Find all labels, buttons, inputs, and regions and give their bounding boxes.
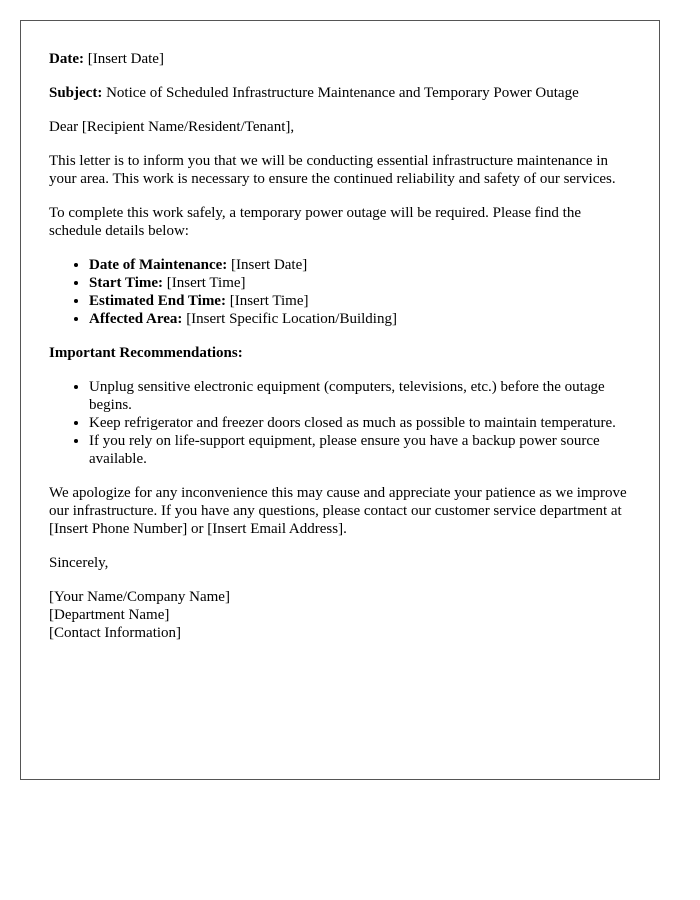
schedule-item-start-time [89, 274, 631, 292]
date-label: Date: [49, 51, 84, 67]
schedule-intro: To complete this work safely, a temporary power outage will be required. Please find the schedule details below: [49, 205, 581, 239]
subject-label: Subject: [49, 85, 103, 101]
salutation: Dear [Recipient Name/Resident/Tenant], [49, 119, 295, 135]
schedule-item-value: [Insert Time] [166, 275, 246, 291]
recommendation-item: • If you rely on life-support equipment, please ensure you have a backup power source available. [89, 432, 631, 468]
intro-paragraph: This letter is to inform you that we will be conducting essential infrastructure maintenance in your area. This work is necessary to ensure the continued reliability and safety of our services. [49, 153, 616, 187]
recommendation-item: • Unplug sensitive electronic equipment (computers, televisions, etc.) before the outage begins. [89, 378, 631, 414]
schedule-item-label: Affected Area: [89, 311, 183, 327]
schedule-item-end-time [89, 292, 631, 310]
date-value: [Insert Date] [87, 51, 164, 67]
closing-paragraph: We apologize for any inconvenience this may cause and appreciate your patience as we improve our infrastructure. If you have any questions, please contact our customer service department at [Insert Phone Number] or [Insert Email Address]. [49, 485, 627, 537]
schedule-item-label: Date of Maintenance: [89, 257, 228, 273]
schedule-item-affected-area [89, 310, 631, 328]
signature-name: [Your Name/Company Name] [49, 589, 230, 605]
schedule-item-value: [Insert Specific Location/Building] [186, 311, 397, 327]
date-line [49, 50, 631, 68]
signature-block [49, 588, 631, 642]
schedule-item-value: [Insert Date] [231, 257, 308, 273]
sign-off: Sincerely, [49, 555, 109, 571]
schedule-item-value: [Insert Time] [229, 293, 309, 309]
letter-document [20, 20, 660, 780]
recommendations-list [49, 378, 631, 468]
recommendations-heading: Important Recommendations: [49, 345, 243, 361]
schedule-list [49, 256, 631, 328]
schedule-item-date [89, 256, 631, 274]
recommendation-item: • Keep refrigerator and freezer doors closed as much as possible to maintain temperature. [89, 414, 631, 432]
schedule-item-label: Estimated End Time: [89, 293, 226, 309]
subject-line [49, 84, 631, 102]
signature-contact: [Contact Information] [49, 625, 182, 641]
subject-value: Notice of Scheduled Infrastructure Maintenance and Temporary Power Outage [106, 85, 579, 101]
schedule-item-label: Start Time: [89, 275, 164, 291]
signature-department: [Department Name] [49, 607, 170, 623]
